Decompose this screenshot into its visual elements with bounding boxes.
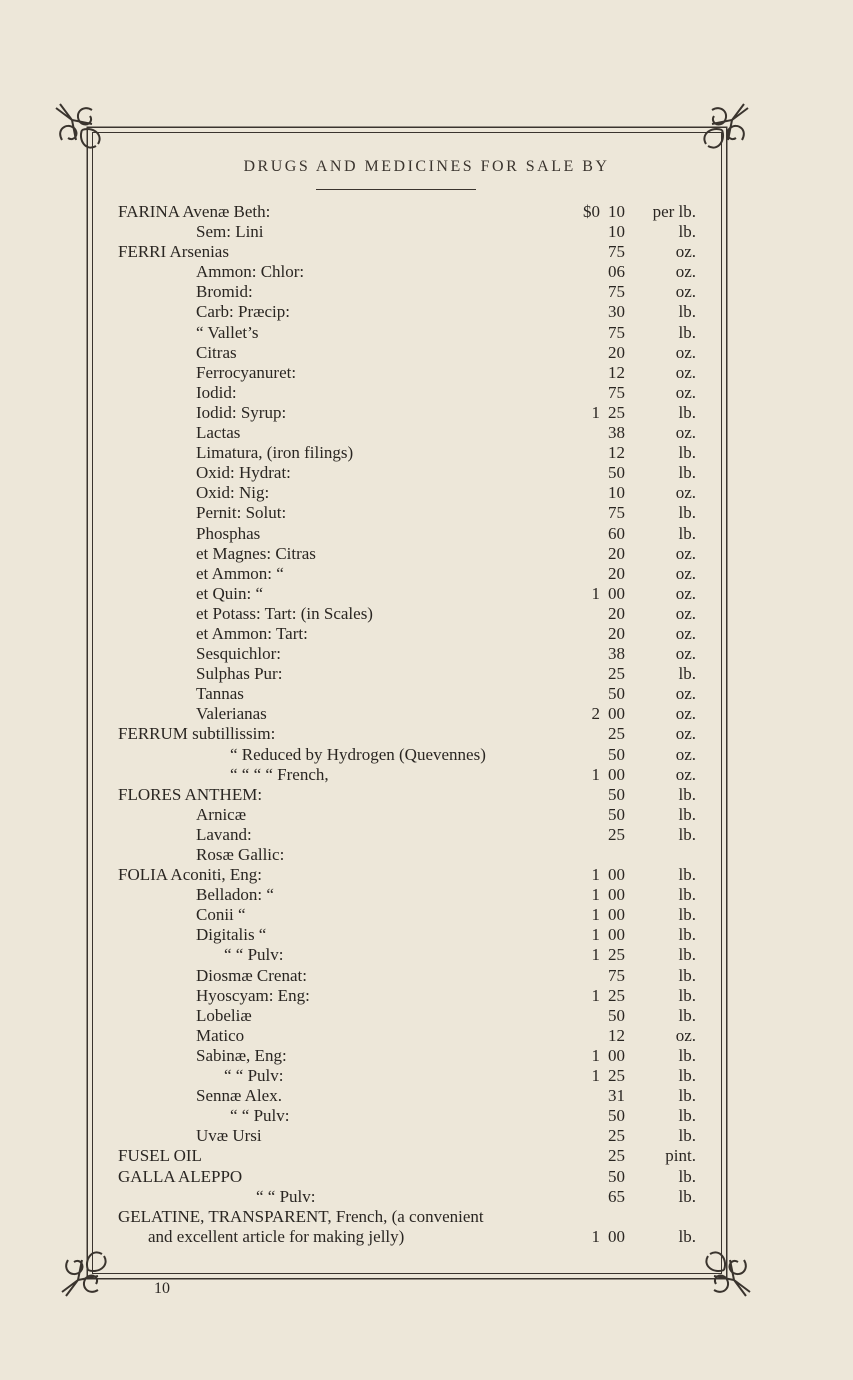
list-item bbox=[0, 945, 853, 965]
price-cents: 31 bbox=[608, 1086, 625, 1106]
price-unit: oz. bbox=[675, 704, 696, 724]
price-dollars: $0 bbox=[583, 202, 600, 221]
price-unit: lb. bbox=[678, 804, 696, 824]
list-item bbox=[0, 242, 853, 262]
item-name: FERRUM subtillissim: bbox=[118, 724, 276, 744]
price-unit: oz. bbox=[675, 684, 696, 704]
price-unit: lb. bbox=[678, 965, 696, 985]
price-unit: lb. bbox=[678, 222, 696, 242]
price-dollars: 1 bbox=[591, 985, 600, 1005]
item-name: et Potass: Tart: (in Scales) bbox=[196, 603, 373, 623]
price-cents: 38 bbox=[608, 423, 625, 443]
item-name: et Quin: “ bbox=[196, 583, 264, 603]
item-name: et Ammon: Tart: bbox=[196, 623, 308, 643]
price-cents: 75 bbox=[608, 503, 625, 523]
price-cents: 25 bbox=[608, 402, 625, 422]
item-name: Carb: Præcip: bbox=[196, 302, 290, 322]
item-name: Iodid: bbox=[196, 382, 237, 402]
price-cents: 12 bbox=[608, 1025, 625, 1045]
price-cents: 00 bbox=[608, 885, 625, 905]
list-item bbox=[0, 1086, 853, 1106]
price-unit: oz. bbox=[675, 644, 696, 664]
price-cents: 00 bbox=[608, 1226, 625, 1246]
list-item bbox=[0, 704, 853, 724]
item-name: et Ammon: “ bbox=[196, 563, 284, 583]
item-name: Uvæ Ursi bbox=[196, 1126, 262, 1146]
item-name: Digitalis “ bbox=[196, 925, 267, 945]
item-name: Bromid: bbox=[196, 282, 253, 302]
price-unit: lb. bbox=[678, 664, 696, 684]
price-cents: 12 bbox=[608, 362, 625, 382]
price-cents: 75 bbox=[608, 282, 625, 302]
item-name: FOLIA Aconiti, Eng: bbox=[118, 865, 263, 885]
price-list bbox=[0, 202, 853, 1247]
item-name: “ “ Pulv: bbox=[256, 1186, 316, 1206]
item-name: Diosmæ Crenat: bbox=[196, 965, 307, 985]
item-name: GALLA ALEPPO bbox=[118, 1166, 243, 1186]
item-name: Tannas bbox=[196, 684, 244, 704]
price-unit: oz. bbox=[675, 603, 696, 623]
list-item bbox=[0, 825, 853, 845]
list-item bbox=[0, 624, 853, 644]
price-unit: lb. bbox=[678, 1005, 696, 1025]
price-cents: 00 bbox=[608, 583, 625, 603]
price-cents: 20 bbox=[608, 342, 625, 362]
price-cents: 25 bbox=[608, 664, 625, 684]
item-name: and excellent article for making jelly) bbox=[148, 1226, 405, 1246]
page-title: DRUGS AND MEDICINES FOR SALE BY bbox=[243, 158, 610, 175]
price-cents: 20 bbox=[608, 603, 625, 623]
price-dollars: 1 bbox=[591, 865, 600, 885]
item-name: “ “ Pulv: bbox=[224, 945, 284, 965]
price-unit: oz. bbox=[675, 623, 696, 643]
list-item bbox=[0, 1046, 853, 1066]
price-cents: 30 bbox=[608, 302, 625, 322]
price-dollars: 1 bbox=[591, 945, 600, 965]
list-item bbox=[0, 282, 853, 302]
item-name: FERRI Arsenias bbox=[118, 242, 229, 262]
list-item bbox=[0, 885, 853, 905]
item-name: Sem: Lini bbox=[196, 222, 264, 242]
price-cents: 38 bbox=[608, 644, 625, 664]
list-item bbox=[0, 483, 853, 503]
price-cents: 25 bbox=[608, 1066, 625, 1086]
price-cents: 75 bbox=[608, 242, 625, 262]
price-cents: 60 bbox=[608, 523, 625, 543]
list-item bbox=[0, 724, 853, 744]
item-name: Phosphas bbox=[196, 523, 261, 543]
price-dollars: 1 bbox=[591, 1066, 600, 1086]
item-name: et Magnes: Citras bbox=[196, 543, 316, 563]
price-cents: 25 bbox=[608, 945, 625, 965]
list-item bbox=[0, 363, 853, 383]
price-unit: lb. bbox=[678, 945, 696, 965]
price-unit: lb. bbox=[678, 402, 696, 422]
item-name: Citras bbox=[196, 342, 237, 362]
item-name: Oxid: Nig: bbox=[196, 483, 270, 503]
price-unit: oz. bbox=[675, 543, 696, 563]
item-name: Matico bbox=[196, 1025, 245, 1045]
price-cents: 25 bbox=[608, 824, 625, 844]
item-name: Lactas bbox=[196, 423, 241, 443]
list-item bbox=[0, 302, 853, 322]
price-unit: lb. bbox=[678, 885, 696, 905]
list-item bbox=[0, 845, 853, 865]
list-item bbox=[0, 262, 853, 282]
item-name: “ “ “ “ French, bbox=[230, 764, 329, 784]
price-unit: oz. bbox=[675, 724, 696, 744]
item-name: Sennæ Alex. bbox=[196, 1086, 282, 1106]
price-cents: 50 bbox=[608, 1005, 625, 1025]
price-cents: 25 bbox=[608, 1126, 625, 1146]
list-item bbox=[0, 1006, 853, 1026]
price-cents: 75 bbox=[608, 382, 625, 402]
list-item bbox=[0, 524, 853, 544]
price-cents: 50 bbox=[608, 784, 625, 804]
price-cents: 50 bbox=[608, 684, 625, 704]
price-unit: lb. bbox=[678, 905, 696, 925]
price-cents: 20 bbox=[608, 623, 625, 643]
price-unit: pint. bbox=[665, 1146, 696, 1166]
price-unit: lb. bbox=[678, 985, 696, 1005]
list-item bbox=[0, 1126, 853, 1146]
price-unit: lb. bbox=[678, 1045, 696, 1065]
list-item bbox=[0, 745, 853, 765]
list-item bbox=[0, 564, 853, 584]
price-cents: 00 bbox=[608, 865, 625, 885]
price-cents: 50 bbox=[608, 1106, 625, 1126]
list-item bbox=[0, 1146, 853, 1166]
list-item bbox=[0, 1106, 853, 1126]
price-unit: lb. bbox=[678, 503, 696, 523]
price-unit: lb. bbox=[678, 302, 696, 322]
list-item bbox=[0, 765, 853, 785]
price-cents: 20 bbox=[608, 563, 625, 583]
price-dollars: 1 bbox=[591, 764, 600, 784]
price-dollars: 1 bbox=[591, 583, 600, 603]
price-unit: lb. bbox=[678, 1126, 696, 1146]
list-item bbox=[0, 323, 853, 343]
price-cents: 50 bbox=[608, 804, 625, 824]
item-name: “ Vallet’s bbox=[196, 322, 259, 342]
list-item bbox=[0, 644, 853, 664]
price-unit: per lb. bbox=[652, 202, 696, 221]
list-item bbox=[0, 1066, 853, 1086]
item-name: Sulphas Pur: bbox=[196, 664, 283, 684]
price-unit: lb. bbox=[678, 784, 696, 804]
price-cents: 00 bbox=[608, 764, 625, 784]
price-unit: lb. bbox=[678, 1186, 696, 1206]
list-item bbox=[0, 343, 853, 363]
list-item bbox=[0, 785, 853, 805]
price-unit: lb. bbox=[678, 1226, 696, 1246]
list-item bbox=[0, 383, 853, 403]
item-name: GELATINE, TRANSPARENT, French, (a convenient bbox=[118, 1206, 484, 1226]
list-item bbox=[0, 1167, 853, 1187]
price-unit: oz. bbox=[675, 362, 696, 382]
price-unit: oz. bbox=[675, 583, 696, 603]
price-dollars: 1 bbox=[591, 885, 600, 905]
price-unit: lb. bbox=[678, 322, 696, 342]
price-cents: 00 bbox=[608, 925, 625, 945]
price-cents: 00 bbox=[608, 1045, 625, 1065]
price-unit: lb. bbox=[678, 865, 696, 885]
price-unit: oz. bbox=[675, 483, 696, 503]
list-item bbox=[0, 1207, 853, 1227]
list-item bbox=[0, 1187, 853, 1207]
item-name: “ Reduced by Hydrogen (Quevennes) bbox=[230, 744, 486, 764]
price-dollars: 1 bbox=[591, 402, 600, 422]
price-cents: 12 bbox=[608, 443, 625, 463]
price-unit: oz. bbox=[675, 382, 696, 402]
price-unit: oz. bbox=[675, 764, 696, 784]
item-name: Iodid: Syrup: bbox=[196, 402, 287, 422]
list-item bbox=[0, 423, 853, 443]
list-item bbox=[0, 503, 853, 523]
list-item bbox=[0, 805, 853, 825]
price-cents: 50 bbox=[608, 463, 625, 483]
price-unit: oz. bbox=[675, 1025, 696, 1045]
item-name: Valerianas bbox=[196, 704, 267, 724]
list-item bbox=[0, 925, 853, 945]
price-cents: 50 bbox=[608, 744, 625, 764]
item-name: FLORES ANTHEM: bbox=[118, 784, 263, 804]
price-cents: 10 bbox=[608, 202, 625, 221]
price-unit: lb. bbox=[678, 824, 696, 844]
list-item bbox=[0, 544, 853, 564]
price-cents: 00 bbox=[608, 905, 625, 925]
item-name: “ “ Pulv: bbox=[230, 1106, 290, 1126]
price-unit: oz. bbox=[675, 563, 696, 583]
list-item bbox=[0, 1026, 853, 1046]
price-dollars: 1 bbox=[591, 905, 600, 925]
price-cents: 10 bbox=[608, 483, 625, 503]
price-cents: 75 bbox=[608, 322, 625, 342]
price-unit: oz. bbox=[675, 262, 696, 282]
list-item bbox=[0, 463, 853, 483]
list-item bbox=[0, 202, 853, 222]
item-name: “ “ Pulv: bbox=[224, 1066, 284, 1086]
price-unit: lb. bbox=[678, 1066, 696, 1086]
item-name: Belladon: “ bbox=[196, 885, 274, 905]
item-name: Limatura, (iron filings) bbox=[196, 443, 354, 463]
price-unit: lb. bbox=[678, 523, 696, 543]
price-unit: oz. bbox=[675, 242, 696, 262]
item-name: Lobeliæ bbox=[196, 1005, 252, 1025]
item-name: Rosæ Gallic: bbox=[196, 845, 285, 864]
item-name: Ferrocyanuret: bbox=[196, 362, 297, 382]
price-cents: 25 bbox=[608, 724, 625, 744]
price-dollars: 1 bbox=[591, 1226, 600, 1246]
price-cents: 75 bbox=[608, 965, 625, 985]
list-item bbox=[0, 865, 853, 885]
price-cents: 20 bbox=[608, 543, 625, 563]
list-item bbox=[0, 986, 853, 1006]
price-unit: oz. bbox=[675, 282, 696, 302]
price-unit: lb. bbox=[678, 925, 696, 945]
price-cents: 25 bbox=[608, 985, 625, 1005]
price-unit: oz. bbox=[675, 342, 696, 362]
price-unit: oz. bbox=[675, 744, 696, 764]
item-name: Arnicæ bbox=[196, 804, 247, 824]
page-number: 10 bbox=[154, 1280, 170, 1297]
price-dollars: 1 bbox=[591, 1045, 600, 1065]
price-cents: 65 bbox=[608, 1186, 625, 1206]
item-name: Hyoscyam: Eng: bbox=[196, 985, 310, 1005]
price-dollars: 1 bbox=[591, 925, 600, 945]
item-name: Oxid: Hydrat: bbox=[196, 463, 291, 483]
price-cents: 25 bbox=[608, 1146, 625, 1166]
list-item bbox=[0, 905, 853, 925]
item-name: Conii “ bbox=[196, 905, 246, 925]
list-item bbox=[0, 684, 853, 704]
price-unit: lb. bbox=[678, 1166, 696, 1186]
price-unit: lb. bbox=[678, 1086, 696, 1106]
item-name: Sabinæ, Eng: bbox=[196, 1045, 287, 1065]
list-item bbox=[0, 966, 853, 986]
title-rule bbox=[316, 189, 476, 190]
list-item bbox=[0, 664, 853, 684]
price-cents: 00 bbox=[608, 704, 625, 724]
list-item bbox=[0, 403, 853, 423]
price-cents: 10 bbox=[608, 222, 625, 242]
item-name: FARINA Avenæ Beth: bbox=[118, 202, 271, 221]
price-unit: oz. bbox=[675, 423, 696, 443]
price-cents: 06 bbox=[608, 262, 625, 282]
item-name: FUSEL OIL bbox=[118, 1146, 202, 1166]
price-unit: lb. bbox=[678, 463, 696, 483]
price-dollars: 2 bbox=[591, 704, 600, 724]
list-item bbox=[0, 443, 853, 463]
list-item bbox=[0, 584, 853, 604]
item-name: Lavand: bbox=[196, 824, 252, 844]
item-name: Ammon: Chlor: bbox=[196, 262, 305, 282]
list-item bbox=[0, 604, 853, 624]
item-name: Sesquichlor: bbox=[196, 644, 281, 664]
price-cents: 50 bbox=[608, 1166, 625, 1186]
price-unit: lb. bbox=[678, 1106, 696, 1126]
list-item bbox=[0, 222, 853, 242]
item-name: Pernit: Solut: bbox=[196, 503, 287, 523]
price-unit: lb. bbox=[678, 443, 696, 463]
list-item bbox=[0, 1227, 853, 1247]
